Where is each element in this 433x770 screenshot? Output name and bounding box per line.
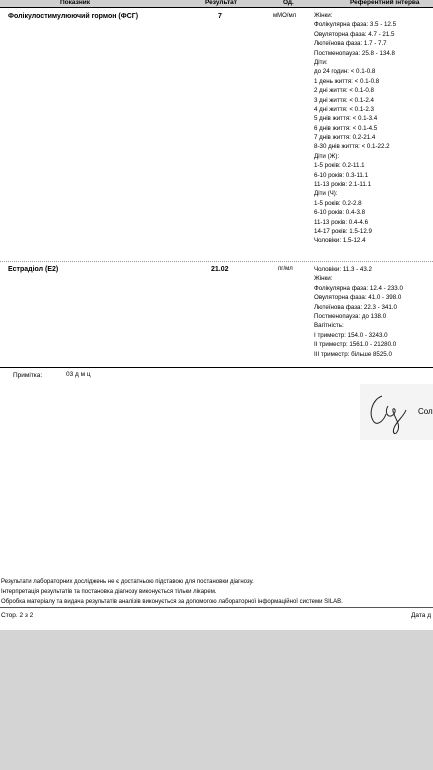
reference-line: 7 днів життя: 0.2-21.4 [314,134,376,142]
reference-line: 6-10 років: 0.3-11.1 [314,171,369,179]
reference-line: Овуляторна фаза: 4.7 - 21.5 [314,30,395,38]
header-unit: Од. [283,0,294,6]
reference-line: I триместр: 154.0 - 3243.0 [314,331,388,339]
reference-line: до 24 годин: < 0.1-0.8 [314,68,376,76]
reference-line: Овуляторна фаза: 41.0 - 398.0 [314,294,402,302]
estradiol-name: Естрадіол (E2) [8,266,59,273]
reference-line: II триместр: 1561.0 - 21280.0 [314,341,397,349]
signer-name: Сол [418,407,433,416]
date-label: Дата д [411,612,431,619]
header-indicator: Показник [60,0,90,6]
estradiol-result: 21.02 [211,266,229,273]
reference-line: Постменопауза: до 138.0 [314,312,387,320]
reference-line: Жінки: [314,12,333,19]
disclaimer-line-1: Результати лабораторних досліджень не є достатньою підставою для постановки діагнозу. [1,579,254,585]
reference-line: 2 дні життя: < 0.1-0.8 [314,87,374,95]
header-reference: Референтний інтерва [350,0,420,6]
table-bottom-rule [0,367,433,368]
page-number: Стор. 2 з 2 [1,612,34,619]
note-value: 03 д м ц [66,371,91,378]
reference-line: Лютеїнова фаза: 1.7 - 7.7 [314,40,387,48]
disclaimer-line-2: Інтерпретація результатів та постановка діагнозу виконується тільки лікарем. [1,589,217,595]
fsh-result: 7 [218,13,222,20]
reference-line: Чоловіки: 11.3 - 43.2 [314,266,372,273]
reference-line: Вагітність: [314,322,344,330]
reference-line: 1 день життя: < 0.1-0.8 [314,77,380,85]
reference-line: 1-5 років: 0.2-2.8 [314,199,362,207]
reference-line: 14-17 років: 1.5-12.9 [314,227,372,235]
fsh-unit: мМО/мл [273,13,297,19]
fsh-name: Фолікулостимулюючий гормон (ФСГ) [8,13,139,20]
reference-line: Фолікулярна фаза: 3.5 - 12.5 [314,21,397,29]
table-header [0,0,433,8]
estradiol-reference-ranges [314,265,403,359]
reference-line: 11-13 років: 0.4-4.6 [314,218,369,226]
reference-line: Фолікулярна фаза: 12.4 - 233.0 [314,284,403,292]
reference-line: 3 дні життя: < 0.1-2.4 [314,96,374,104]
reference-line: 11-13 років: 2.1-11.1 [314,181,372,189]
reference-line: Діти: [314,58,328,66]
reference-line: 1-5 років: 0.2-11.1 [314,162,365,170]
note-label: Примітка: [13,372,43,379]
header-result: Результат [205,0,237,6]
reference-line: 5 днів життя: < 0.1-3.4 [314,115,378,123]
reference-line: III триместр: більше 8525.0 [314,350,392,358]
reference-line: Чоловіки: 1.5-12.4 [314,237,366,245]
reference-line: Лютеїнова фаза: 22.3 - 341.0 [314,303,397,311]
empty-viewer-area [0,630,433,770]
footer-rule [0,607,433,608]
reference-line: Діти (Ч): [314,190,338,198]
reference-line: 8-30 днів життя: < 0.1-22.2 [314,143,390,151]
reference-line: Постменопауза: 25.8 - 134.8 [314,49,395,57]
fsh-reference-ranges [314,11,396,246]
reference-line: 4 дні життя: < 0.1-2.3 [314,105,374,113]
reference-line: 6-10 років: 0.4-3.8 [314,209,366,217]
reference-line: Діти (Ж): [314,152,340,160]
reference-line: 6 днів життя: < 0.1-4.5 [314,124,378,132]
row-divider [0,261,433,262]
reference-line: Жінки: [314,275,333,283]
disclaimer-line-3: Обробка матеріалу та видача результатів аналізів виконується за допомогою лабораторної інформаційної системи SILAB. [1,599,343,605]
estradiol-unit: пг/мл [278,266,293,272]
